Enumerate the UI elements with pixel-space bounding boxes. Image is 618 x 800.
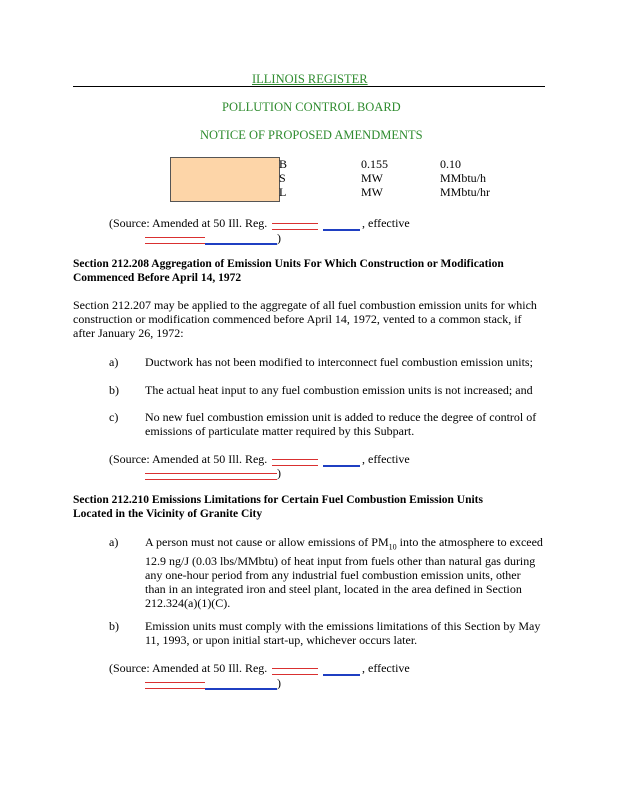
source-close-paren: ) (277, 231, 281, 245)
section-208-body: Section 212.207 may be applied to the aggregate of all fuel combustion emission units for which construction or modification commenced before April 14, 1972, vented to a common stack, if after January 26, 1972: (73, 298, 537, 340)
source-close-paren: ) (277, 466, 281, 480)
source-effective-text: , effective (362, 661, 410, 675)
list-item-text (145, 535, 543, 610)
table-row-value: MW (361, 185, 383, 199)
table-row-limit: MMbtu/hr (440, 185, 491, 199)
source-date-blank-blue (205, 243, 277, 245)
table-row-code: B (279, 157, 288, 171)
list-item-text: Ductwork has not been modified to interconnect fuel combustion emission units; (145, 355, 533, 369)
list-item-label: b) (109, 619, 119, 633)
source-page-blank (323, 229, 360, 231)
list-item-label: c) (109, 410, 119, 424)
source-date-blank (145, 237, 205, 244)
list-item-text: The actual heat input to any fuel combustion emission units is not increased; and (145, 383, 533, 397)
pm10-subscript: 10 (388, 542, 397, 552)
source-note-text: (Source: Amended at 50 Ill. Reg. (109, 216, 268, 230)
source-volume-blank (272, 223, 318, 230)
table-row-value: MW (361, 171, 383, 185)
source-date-blank-blue (205, 688, 277, 690)
notice-title: NOTICE OF PROPOSED AMENDMENTS (200, 128, 423, 142)
list-item-label: a) (109, 535, 119, 549)
list-item-label: a) (109, 355, 119, 369)
list-item-label: b) (109, 383, 119, 397)
source-volume-blank (272, 459, 318, 466)
source-date-blank (145, 473, 277, 480)
list-item-text: No new fuel combustion emission unit is added to reduce the degree of control of emissions of particulate matter required by this Subpart. (145, 410, 537, 438)
item-a-text-post: into the atmosphere to exceed 12.9 ng/J (0.03 lbs/MMbtu) of heat input from fuels other than natural gas during any one-hour period from any industrial fuel combustion emission units, other than in an integrated iron and steel plant, located in the area defined in Section 212.324(a)(1)(C). (145, 535, 543, 611)
table-row-limit: 0.10 (440, 157, 461, 171)
table-row-value: 0.155 (361, 157, 388, 171)
source-note-text: (Source: Amended at 50 Ill. Reg. (109, 452, 268, 466)
table-row-code: S (279, 171, 286, 185)
section-208-heading-line1: Section 212.208 Aggregation of Emission Units For Which Construction or Modification (73, 258, 504, 270)
source-effective-text: , effective (362, 452, 410, 466)
source-volume-blank (272, 668, 318, 675)
list-item-text: Emission units must comply with the emissions limitations of this Section by May 11, 1993, or upon initial start-up, whichever occurs later. (145, 619, 541, 647)
source-date-blank (145, 682, 205, 689)
header-rule (73, 86, 545, 87)
item-a-text-pre: A person must not cause or allow emissions of PM (145, 535, 389, 549)
source-effective-text: , effective (362, 216, 410, 230)
table-row-code: L (279, 185, 287, 199)
source-close-paren: ) (277, 676, 281, 690)
section-210-heading-line1: Section 212.210 Emissions Limitations for Certain Fuel Combustion Emission Units (73, 494, 483, 506)
board-title: POLLUTION CONTROL BOARD (222, 100, 401, 114)
table-highlight-cell (170, 157, 280, 202)
source-page-blank (323, 674, 360, 676)
source-page-blank (323, 465, 360, 467)
section-210-heading-line2: Located in the Vicinity of Granite City (73, 508, 263, 520)
source-note-text: (Source: Amended at 50 Ill. Reg. (109, 661, 268, 675)
register-title: ILLINOIS REGISTER (252, 72, 368, 86)
table-row-limit: MMbtu/h (440, 171, 487, 185)
section-208-heading-line2: Commenced Before April 14, 1972 (73, 272, 242, 284)
